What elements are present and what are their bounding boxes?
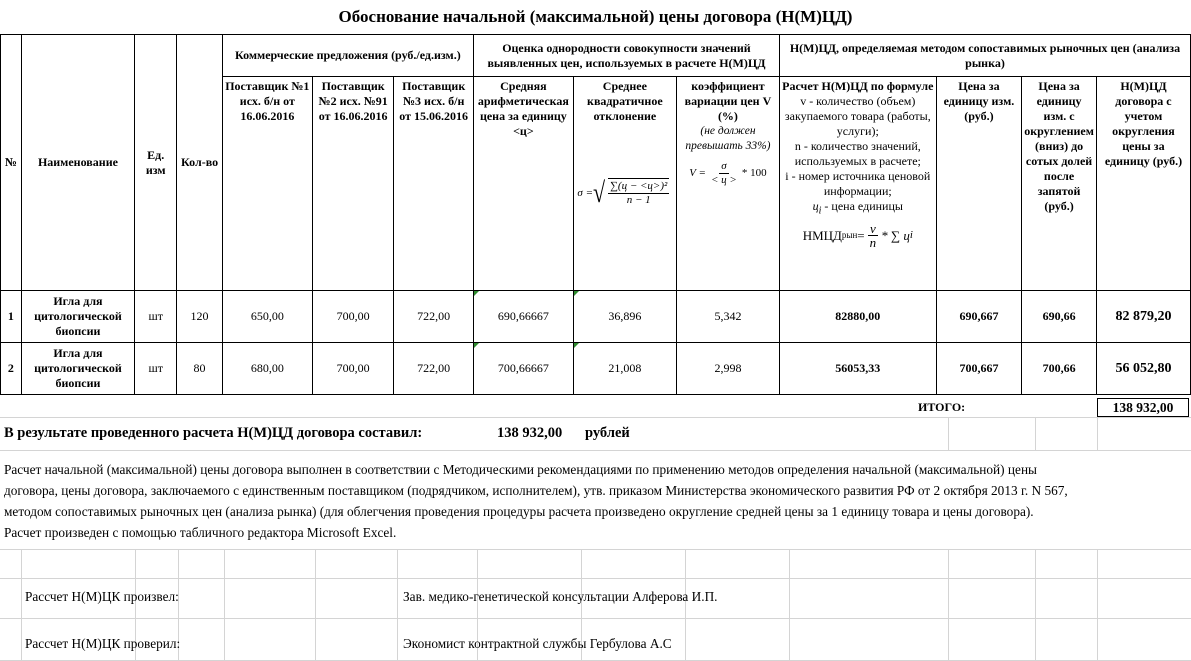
calc-header: Расчет Н(М)ЦД по формуле [782,79,934,93]
row1-price: 690,667 [936,291,1022,343]
stddev-header: Среднее квадратичное отклонение [587,79,663,123]
total-label: ИТОГО: [918,400,966,414]
cv-mult: * 100 [741,167,767,179]
sigma-formula [576,178,674,208]
sqrt-symbol: √ $\frac{\text{∑(ц − <ц>)²}}{n - 1}$ [593,176,668,209]
mean-header: Средняя арифметическая цена за единицу <ц> [473,77,573,291]
nmcd-lhs: НМЦД [802,228,842,244]
row2-supplier2: 700,00 [312,343,393,395]
table-row [1,343,1191,395]
nmcd-eq: = [857,228,865,244]
supplier2-header: Поставщик №2 исх. №91 от 16.06.2016 [312,77,393,291]
paragraph-line-3: методом сопоставимых рыночных цен (анализа рынка) (для облегчения проведения процедуры расчета произведено округление средней цены за 1 единицу товара и цены договора). [4,504,1034,519]
row2-qty: 80 [177,343,222,395]
result-label: В результате проведенного расчета Н(М)ЦД договора составил: [4,425,423,441]
cv-header: коэффициент вариации цен V (%) [684,79,772,123]
stddev-header-cell [573,77,676,291]
result-unit: рублей [585,425,630,441]
row2-cv: 2,998 [676,343,779,395]
nmcd-rest: * ∑ ц [881,228,910,244]
row2-stddev: 21,008 [573,343,676,395]
row2-price-round: 700,66 [1022,343,1097,395]
calc-legend-ci: $ц_i$ - цена единицы [812,199,903,217]
row2-name: Игла для цитологической биопсии [21,343,134,395]
row1-stddev: 36,896 [573,291,676,343]
ci-symbol: ц [812,199,819,213]
sigma-numerator: ∑(ц − <ц>)² [610,180,668,192]
nmcd-fraction [868,222,879,249]
unit-price-round-header: Цена за единицу изм. с округлением (вниз) до сотых долей после запятой (руб.) [1022,77,1097,291]
cv-denominator: < ц > [710,174,737,186]
page-title: Обоснование начальной (максимальной) цены договора (Н(М)ЦД) [338,7,853,26]
row1-supplier3: 722,00 [394,291,474,343]
col-qty-header: Кол-во [177,35,222,291]
nmcd-total-header: Н(М)ЦД договора с учетом округления цены за единицу (руб.) [1096,77,1190,291]
ci-text: - цена единицы [824,199,903,213]
table-row [1,291,1191,343]
row1-num: 1 [1,291,22,343]
paragraph-line-1: Расчет начальной (максимальной) цены договора выполнен в соответствии с Методическими рекомендациями по применению методов определения начальной (максимальной) цены [4,462,1037,477]
row2-mean: 700,66667 [473,343,573,395]
supplier3-header: Поставщик №3 исх. б/н от 15.06.2016 [394,77,474,291]
calc-header-cell [779,77,936,291]
row2-calc: 56053,33 [779,343,936,395]
paragraph-line-2: договора, цены договора, заключаемого с единственным поставщиком (подрядчиком, исполнителем), утв. приказом Министерства экономического развития РФ от 2 октября 2013 г. N 567, [4,483,1068,498]
sigma-lhs: σ = [577,186,593,199]
cv-fraction [709,160,739,187]
methodology-paragraph [4,459,1184,543]
nmcd-group-header: Н(М)ЦД, определяемая методом сопоставимых рыночных цен (анализа рынка) [779,35,1190,77]
row2-num: 2 [1,343,22,395]
unit-price-header: Цена за единицу изм. (руб.) [936,77,1022,291]
cv-lhs: V = [689,167,706,179]
nmcd-denominator: n [869,235,877,251]
row2-supplier3: 722,00 [394,343,474,395]
calc-legend-v: v - количество (объем) закупаемого товара (работы, услуги); [784,94,931,138]
row1-name: Игла для цитологической биопсии [21,291,134,343]
row1-cv: 5,342 [676,291,779,343]
made-by-value: Зав. медико-генетической консультации Алферова И.П. [403,589,718,604]
row1-supplier1: 650,00 [222,291,312,343]
checked-by-value: Экономист контрактной службы Гербулова А.С [403,636,672,651]
checked-by-label: Рассчет Н(М)ЦК проверил: [25,636,181,651]
calc-legend-i: i - номер источника ценовой информации; [785,169,931,198]
uniformity-group-header: Оценка однородности совокупности значений выявленных цен, используемых в расчете Н(М)ЦД [473,35,779,77]
cv-note: (не должен превышать 33%) [685,125,771,152]
cv-formula [679,160,777,187]
total-value: 138 932,00 [1097,398,1189,417]
paragraph-line-4: Расчет произведен с помощью табличного редактора Microsoft Excel. [4,525,397,540]
sigma-denominator: n − 1 [626,194,651,206]
row1-calc: 82880,00 [779,291,936,343]
row1-qty: 120 [177,291,222,343]
nmcd-numerator: v [869,221,876,237]
nmcd-sup: рын [841,230,858,241]
row1-total: 82 879,20 [1096,291,1190,343]
row2-total: 56 052,80 [1096,343,1190,395]
price-table-wrapper [0,34,1191,395]
row1-mean: 690,66667 [473,291,573,343]
col-unit-header: Ед. изм [135,35,177,291]
row1-unit: шт [135,291,177,343]
result-value: 138 932,00 [497,425,563,441]
row2-unit: шт [135,343,177,395]
cv-header-cell [676,77,779,291]
row2-price: 700,667 [936,343,1022,395]
nmcd-formula: НМЦД рын = $\frac{v}{n}$ * ∑ ц i [802,221,913,251]
made-by-label: Рассчет Н(М)ЦК произвел: [25,589,179,604]
col-num-header: № [1,35,22,291]
calc-legend-n: n - количество значений, используемых в расчете; [794,139,921,168]
supplier1-header: Поставщик №1 исх. б/н от 16.06.2016 [222,77,312,291]
row1-supplier2: 700,00 [312,291,393,343]
price-table [0,34,1191,395]
header-row-group [1,35,1191,77]
col-name-header: Наименование [21,35,134,291]
sigma-fraction [608,178,669,208]
row1-price-round: 690,66 [1022,291,1097,343]
row2-supplier1: 680,00 [222,343,312,395]
cv-numerator: σ [721,160,727,172]
commercial-group-header: Коммерческие предложения (руб./ед.изм.) [222,35,473,77]
